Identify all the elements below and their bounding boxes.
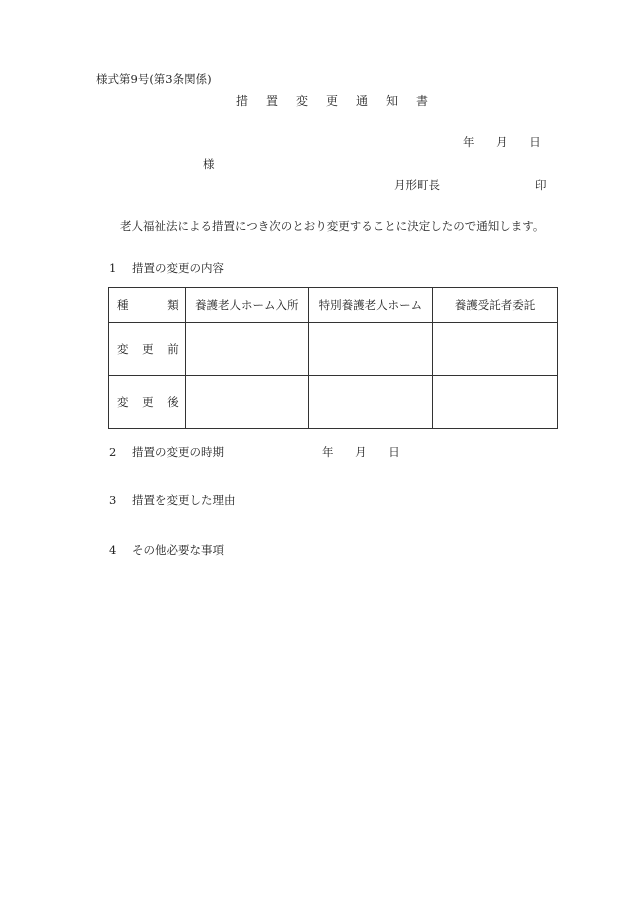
section-label: 措置を変更した理由 bbox=[132, 493, 236, 507]
header-kind bbox=[109, 288, 186, 323]
section-3-heading bbox=[109, 492, 236, 508]
section-number: 4 bbox=[109, 543, 117, 557]
row-label-char: 後 bbox=[167, 395, 179, 409]
row-label-before bbox=[109, 323, 186, 376]
cell-after-special[interactable] bbox=[308, 376, 432, 429]
row-label-char: 変 bbox=[117, 395, 129, 409]
addressee-honorific: 様 bbox=[203, 157, 215, 171]
row-label-char: 変 bbox=[117, 342, 129, 356]
row-label-char: 前 bbox=[167, 342, 179, 356]
section-label: 措置の変更の時期 bbox=[132, 445, 224, 459]
change-details-table bbox=[108, 287, 558, 429]
document-title: 措置変更通知書 bbox=[236, 94, 447, 108]
section-2-heading bbox=[109, 444, 224, 460]
row-label-char: 更 bbox=[142, 395, 154, 409]
header-kind-char-2: 類 bbox=[167, 298, 179, 312]
cell-before-foster[interactable] bbox=[432, 323, 557, 376]
table-row bbox=[109, 323, 558, 376]
table-header-row bbox=[109, 288, 558, 323]
cell-after-admission[interactable] bbox=[185, 376, 308, 429]
change-date: 年 月 日 bbox=[322, 445, 400, 459]
issuer-name: 月形町長 bbox=[394, 178, 440, 192]
header-special-nursing-home: 特別養護老人ホーム bbox=[308, 288, 432, 323]
section-label: その他必要な事項 bbox=[132, 543, 224, 557]
cell-before-admission[interactable] bbox=[185, 323, 308, 376]
section-label: 措置の変更の内容 bbox=[132, 261, 224, 275]
section-1-heading bbox=[109, 260, 224, 276]
cell-before-special[interactable] bbox=[308, 323, 432, 376]
section-4-heading bbox=[109, 542, 224, 558]
header-kind-char-1: 種 bbox=[117, 298, 129, 312]
section-number: 1 bbox=[109, 261, 117, 275]
header-foster-caregiver: 養護受託者委託 bbox=[432, 288, 557, 323]
table-row bbox=[109, 376, 558, 429]
notice-body: 老人福祉法による措置につき次のとおり変更することに決定したので通知します。 bbox=[120, 219, 545, 233]
seal-mark: 印 bbox=[535, 178, 547, 192]
row-label-char: 更 bbox=[142, 342, 154, 356]
section-number: 3 bbox=[109, 493, 117, 507]
header-nursing-home-admission: 養護老人ホーム入所 bbox=[185, 288, 308, 323]
issue-date: 年 月 日 bbox=[463, 135, 541, 149]
cell-after-foster[interactable] bbox=[432, 376, 557, 429]
form-number: 様式第9号(第3条関係) bbox=[96, 72, 212, 86]
row-label-after bbox=[109, 376, 186, 429]
section-number: 2 bbox=[109, 445, 117, 459]
